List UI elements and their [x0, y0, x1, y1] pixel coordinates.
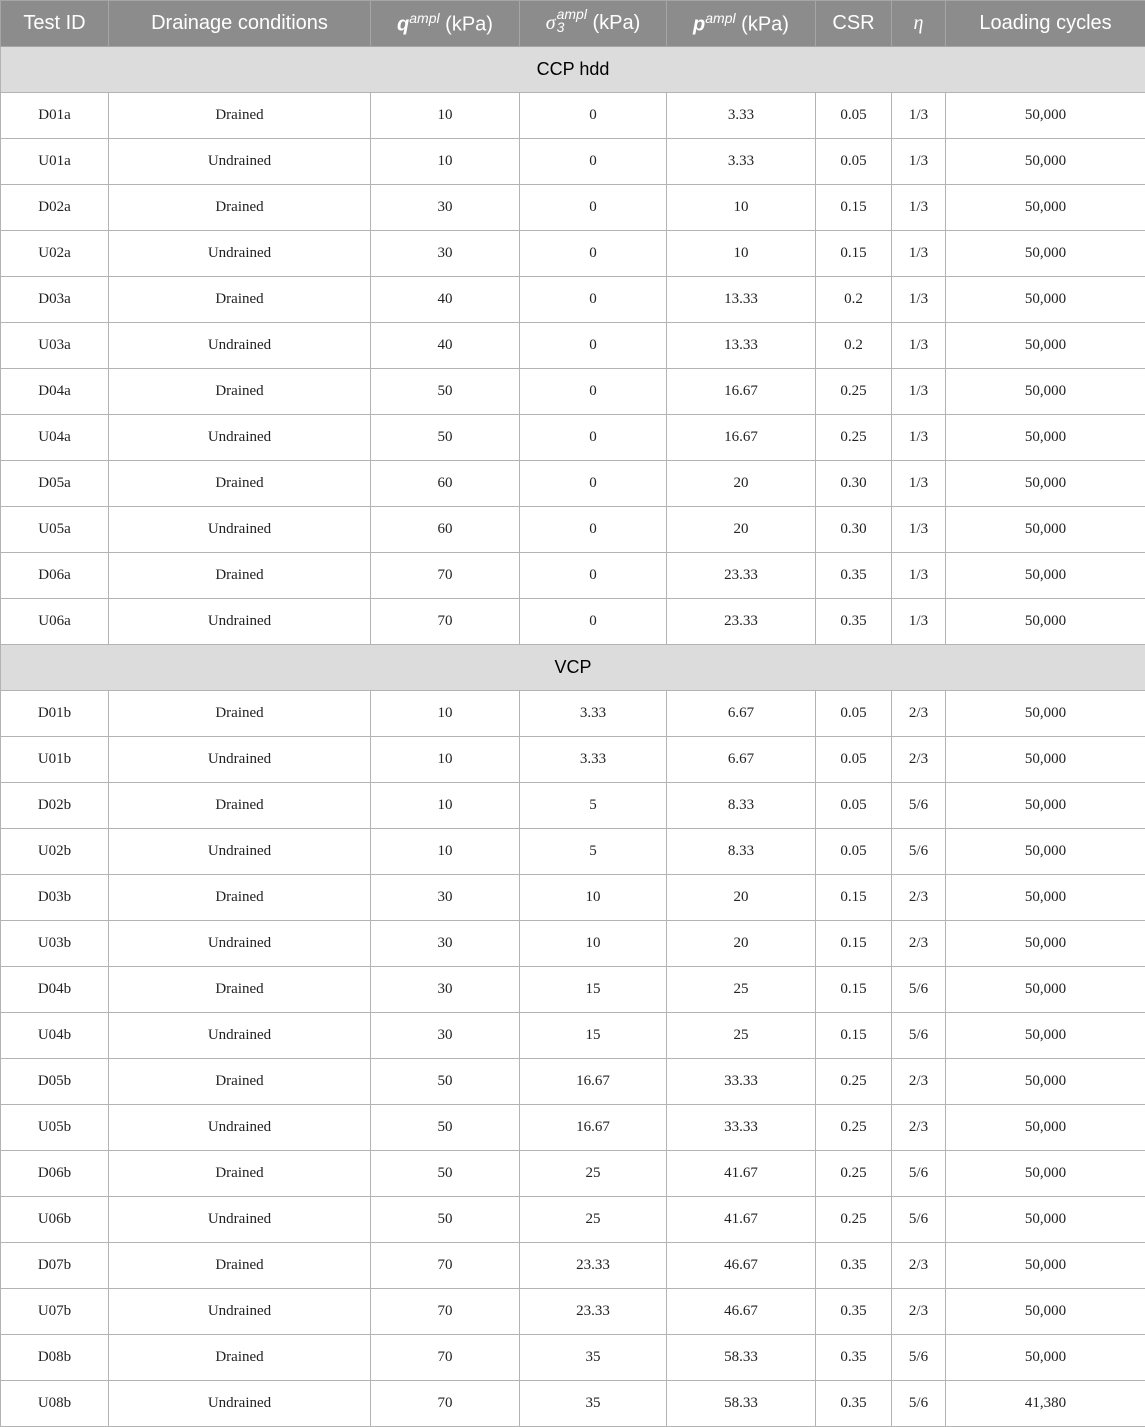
cell-eta: 5/6	[892, 1013, 946, 1059]
cell-drainage: Undrained	[109, 1197, 371, 1243]
cell-drainage: Undrained	[109, 1289, 371, 1335]
sigma-superscript: ampl	[557, 8, 587, 21]
cell-p-ampl: 25	[667, 1013, 816, 1059]
cell-sigma3-ampl: 0	[520, 369, 667, 415]
header-drainage-conditions: Drainage conditions	[109, 1, 371, 47]
cell-drainage: Drained	[109, 553, 371, 599]
cell-csr: 0.15	[816, 875, 892, 921]
table-row	[1, 185, 1145, 231]
cell-p-ampl: 33.33	[667, 1105, 816, 1151]
cell-test-id: D06b	[1, 1151, 109, 1197]
cell-drainage: Undrained	[109, 599, 371, 645]
cell-csr: 0.2	[816, 323, 892, 369]
table-row	[1, 1151, 1145, 1197]
cell-loading-cycles: 50,000	[946, 783, 1145, 829]
cell-loading-cycles: 50,000	[946, 829, 1145, 875]
cell-loading-cycles: 50,000	[946, 921, 1145, 967]
sigma-symbol: σ	[546, 12, 556, 34]
cell-csr: 0.30	[816, 507, 892, 553]
cell-loading-cycles: 50,000	[946, 461, 1145, 507]
cell-p-ampl: 16.67	[667, 415, 816, 461]
cell-csr: 0.35	[816, 1381, 892, 1427]
cell-csr: 0.35	[816, 1243, 892, 1289]
cell-sigma3-ampl: 0	[520, 323, 667, 369]
cell-sigma3-ampl: 23.33	[520, 1243, 667, 1289]
cell-drainage: Undrained	[109, 829, 371, 875]
table-row	[1, 783, 1145, 829]
cell-csr: 0.05	[816, 783, 892, 829]
cell-test-id: U04a	[1, 415, 109, 461]
table-row	[1, 599, 1145, 645]
cell-eta: 1/3	[892, 461, 946, 507]
cell-test-id: D04a	[1, 369, 109, 415]
cell-eta: 1/3	[892, 139, 946, 185]
cell-q-ampl: 70	[371, 599, 520, 645]
cell-eta: 2/3	[892, 875, 946, 921]
section-row	[1, 645, 1145, 691]
table-row	[1, 461, 1145, 507]
cell-sigma3-ampl: 5	[520, 783, 667, 829]
table-row	[1, 1289, 1145, 1335]
cell-p-ampl: 16.67	[667, 369, 816, 415]
cell-q-ampl: 50	[371, 1105, 520, 1151]
cell-q-ampl: 70	[371, 553, 520, 599]
cell-drainage: Drained	[109, 1335, 371, 1381]
cell-p-ampl: 20	[667, 507, 816, 553]
cell-loading-cycles: 50,000	[946, 1335, 1145, 1381]
p-unit: (kPa)	[741, 14, 789, 36]
cell-csr: 0.15	[816, 185, 892, 231]
cell-q-ampl: 30	[371, 185, 520, 231]
cell-q-ampl: 10	[371, 691, 520, 737]
cell-test-id: U03b	[1, 921, 109, 967]
cell-sigma3-ampl: 16.67	[520, 1059, 667, 1105]
cell-test-id: D03b	[1, 875, 109, 921]
cell-loading-cycles: 50,000	[946, 737, 1145, 783]
table-row	[1, 369, 1145, 415]
table-row	[1, 737, 1145, 783]
cell-loading-cycles: 50,000	[946, 1197, 1145, 1243]
cell-eta: 2/3	[892, 737, 946, 783]
table-row	[1, 967, 1145, 1013]
cell-sigma3-ampl: 0	[520, 553, 667, 599]
cell-test-id: U06a	[1, 599, 109, 645]
cell-csr: 0.35	[816, 553, 892, 599]
cell-p-ampl: 10	[667, 231, 816, 277]
table-header	[1, 1, 1145, 47]
cell-eta: 2/3	[892, 921, 946, 967]
cell-p-ampl: 46.67	[667, 1289, 816, 1335]
cell-q-ampl: 40	[371, 277, 520, 323]
cell-eta: 1/3	[892, 369, 946, 415]
cell-p-ampl: 25	[667, 967, 816, 1013]
cell-sigma3-ampl: 25	[520, 1197, 667, 1243]
cell-eta: 2/3	[892, 1059, 946, 1105]
cell-p-ampl: 41.67	[667, 1151, 816, 1197]
cell-csr: 0.35	[816, 1289, 892, 1335]
cell-loading-cycles: 50,000	[946, 967, 1145, 1013]
cell-test-id: D02b	[1, 783, 109, 829]
cell-csr: 0.25	[816, 1151, 892, 1197]
table-row	[1, 875, 1145, 921]
cell-sigma3-ampl: 15	[520, 967, 667, 1013]
cell-drainage: Undrained	[109, 323, 371, 369]
cell-test-id: U01a	[1, 139, 109, 185]
cell-csr: 0.25	[816, 1059, 892, 1105]
cell-eta: 1/3	[892, 93, 946, 139]
cell-csr: 0.25	[816, 1197, 892, 1243]
cell-drainage: Drained	[109, 185, 371, 231]
cell-drainage: Drained	[109, 967, 371, 1013]
cell-q-ampl: 50	[371, 1151, 520, 1197]
cell-p-ampl: 6.67	[667, 737, 816, 783]
cell-p-ampl: 23.33	[667, 553, 816, 599]
cell-sigma3-ampl: 3.33	[520, 737, 667, 783]
cell-sigma3-ampl: 23.33	[520, 1289, 667, 1335]
cell-csr: 0.15	[816, 1013, 892, 1059]
table-body	[1, 47, 1145, 1427]
cell-loading-cycles: 50,000	[946, 599, 1145, 645]
cell-csr: 0.05	[816, 737, 892, 783]
cell-loading-cycles: 50,000	[946, 323, 1145, 369]
header-eta	[892, 1, 946, 47]
cell-sigma3-ampl: 0	[520, 415, 667, 461]
cell-eta: 1/3	[892, 553, 946, 599]
cell-q-ampl: 30	[371, 921, 520, 967]
cell-test-id: U08b	[1, 1381, 109, 1427]
table-row	[1, 93, 1145, 139]
table-row	[1, 323, 1145, 369]
header-sigma3-ampl	[520, 1, 667, 47]
cell-loading-cycles: 50,000	[946, 691, 1145, 737]
cell-q-ampl: 10	[371, 829, 520, 875]
cell-eta: 1/3	[892, 277, 946, 323]
cell-csr: 0.35	[816, 599, 892, 645]
cell-p-ampl: 33.33	[667, 1059, 816, 1105]
cell-p-ampl: 8.33	[667, 829, 816, 875]
cell-csr: 0.05	[816, 829, 892, 875]
table-row	[1, 829, 1145, 875]
cell-p-ampl: 58.33	[667, 1335, 816, 1381]
header-csr: CSR	[816, 1, 892, 47]
cell-test-id: D01a	[1, 93, 109, 139]
cell-q-ampl: 70	[371, 1243, 520, 1289]
sigma-scripts	[557, 8, 587, 33]
cell-test-id: D02a	[1, 185, 109, 231]
cell-eta: 5/6	[892, 1381, 946, 1427]
cell-q-ampl: 10	[371, 93, 520, 139]
cell-loading-cycles: 50,000	[946, 185, 1145, 231]
cell-test-id: D06a	[1, 553, 109, 599]
cell-csr: 0.35	[816, 1335, 892, 1381]
cell-test-id: U05b	[1, 1105, 109, 1151]
cell-test-id: U04b	[1, 1013, 109, 1059]
table-row	[1, 921, 1145, 967]
table-row	[1, 507, 1145, 553]
cell-csr: 0.2	[816, 277, 892, 323]
cell-eta: 5/6	[892, 967, 946, 1013]
cell-p-ampl: 10	[667, 185, 816, 231]
table-row	[1, 139, 1145, 185]
cell-csr: 0.25	[816, 369, 892, 415]
cell-test-id: U06b	[1, 1197, 109, 1243]
header-loading-cycles: Loading cycles	[946, 1, 1145, 47]
cell-eta: 2/3	[892, 1289, 946, 1335]
cell-test-id: D07b	[1, 1243, 109, 1289]
cell-eta: 1/3	[892, 185, 946, 231]
cell-loading-cycles: 50,000	[946, 507, 1145, 553]
cell-p-ampl: 20	[667, 461, 816, 507]
cell-loading-cycles: 50,000	[946, 139, 1145, 185]
cell-q-ampl: 60	[371, 507, 520, 553]
cell-sigma3-ampl: 16.67	[520, 1105, 667, 1151]
q-symbol: q	[397, 14, 409, 36]
cell-p-ampl: 20	[667, 875, 816, 921]
cell-drainage: Drained	[109, 277, 371, 323]
cell-loading-cycles: 50,000	[946, 277, 1145, 323]
cell-drainage: Undrained	[109, 921, 371, 967]
cell-q-ampl: 10	[371, 737, 520, 783]
table-row	[1, 415, 1145, 461]
cell-csr: 0.05	[816, 93, 892, 139]
cell-p-ampl: 46.67	[667, 1243, 816, 1289]
cell-sigma3-ampl: 0	[520, 461, 667, 507]
cell-loading-cycles: 50,000	[946, 875, 1145, 921]
table-row	[1, 277, 1145, 323]
cell-test-id: U03a	[1, 323, 109, 369]
cell-drainage: Undrained	[109, 1105, 371, 1151]
cell-sigma3-ampl: 10	[520, 921, 667, 967]
cell-drainage: Drained	[109, 1059, 371, 1105]
cell-drainage: Undrained	[109, 415, 371, 461]
cell-q-ampl: 50	[371, 1197, 520, 1243]
cell-drainage: Drained	[109, 875, 371, 921]
cell-test-id: U05a	[1, 507, 109, 553]
cell-test-id: U01b	[1, 737, 109, 783]
cell-csr: 0.15	[816, 967, 892, 1013]
cell-loading-cycles: 50,000	[946, 93, 1145, 139]
cell-test-id: D03a	[1, 277, 109, 323]
eta-symbol: η	[914, 12, 924, 34]
cell-sigma3-ampl: 5	[520, 829, 667, 875]
cell-drainage: Drained	[109, 783, 371, 829]
cell-p-ampl: 13.33	[667, 323, 816, 369]
cell-sigma3-ampl: 25	[520, 1151, 667, 1197]
cell-csr: 0.05	[816, 691, 892, 737]
cell-p-ampl: 58.33	[667, 1381, 816, 1427]
cell-sigma3-ampl: 10	[520, 875, 667, 921]
cell-eta: 5/6	[892, 829, 946, 875]
cell-drainage: Undrained	[109, 1381, 371, 1427]
cell-csr: 0.30	[816, 461, 892, 507]
cell-sigma3-ampl: 15	[520, 1013, 667, 1059]
cell-eta: 1/3	[892, 507, 946, 553]
table-row	[1, 1197, 1145, 1243]
cell-loading-cycles: 50,000	[946, 369, 1145, 415]
cell-test-id: D01b	[1, 691, 109, 737]
cell-loading-cycles: 41,380	[946, 1381, 1145, 1427]
cell-loading-cycles: 50,000	[946, 1151, 1145, 1197]
cell-drainage: Drained	[109, 1243, 371, 1289]
cell-q-ampl: 50	[371, 415, 520, 461]
table-row	[1, 1335, 1145, 1381]
cell-q-ampl: 30	[371, 1013, 520, 1059]
cell-q-ampl: 30	[371, 875, 520, 921]
cell-p-ampl: 3.33	[667, 139, 816, 185]
cell-sigma3-ampl: 0	[520, 185, 667, 231]
cell-sigma3-ampl: 35	[520, 1335, 667, 1381]
table-row	[1, 691, 1145, 737]
section-title: VCP	[1, 645, 1145, 691]
cell-q-ampl: 50	[371, 1059, 520, 1105]
cell-drainage: Undrained	[109, 507, 371, 553]
cell-p-ampl: 20	[667, 921, 816, 967]
cell-loading-cycles: 50,000	[946, 1289, 1145, 1335]
cell-eta: 5/6	[892, 1151, 946, 1197]
q-unit: (kPa)	[445, 14, 493, 36]
cell-p-ampl: 6.67	[667, 691, 816, 737]
cell-sigma3-ampl: 0	[520, 93, 667, 139]
cell-test-id: U02a	[1, 231, 109, 277]
p-superscript: ampl	[705, 10, 735, 26]
cell-p-ampl: 13.33	[667, 277, 816, 323]
cell-eta: 5/6	[892, 783, 946, 829]
cell-loading-cycles: 50,000	[946, 1059, 1145, 1105]
cell-loading-cycles: 50,000	[946, 231, 1145, 277]
cell-test-id: U07b	[1, 1289, 109, 1335]
cell-drainage: Undrained	[109, 139, 371, 185]
cell-drainage: Drained	[109, 369, 371, 415]
cell-q-ampl: 60	[371, 461, 520, 507]
cell-eta: 1/3	[892, 323, 946, 369]
table-row	[1, 1381, 1145, 1427]
sigma-subscript: 3	[557, 21, 587, 34]
cell-drainage: Drained	[109, 691, 371, 737]
cell-q-ampl: 40	[371, 323, 520, 369]
cell-test-id: D05b	[1, 1059, 109, 1105]
cell-q-ampl: 70	[371, 1381, 520, 1427]
cell-p-ampl: 3.33	[667, 93, 816, 139]
cell-test-id: D05a	[1, 461, 109, 507]
cell-eta: 2/3	[892, 691, 946, 737]
cell-q-ampl: 70	[371, 1289, 520, 1335]
cell-sigma3-ampl: 0	[520, 599, 667, 645]
cell-drainage: Undrained	[109, 1013, 371, 1059]
cell-eta: 1/3	[892, 599, 946, 645]
cell-eta: 5/6	[892, 1335, 946, 1381]
header-q-ampl	[371, 1, 520, 47]
header-test-id: Test ID	[1, 1, 109, 47]
cell-sigma3-ampl: 0	[520, 231, 667, 277]
cell-eta: 1/3	[892, 415, 946, 461]
cell-q-ampl: 10	[371, 783, 520, 829]
cell-eta: 2/3	[892, 1243, 946, 1289]
cell-loading-cycles: 50,000	[946, 1013, 1145, 1059]
cell-q-ampl: 50	[371, 369, 520, 415]
cell-sigma3-ampl: 0	[520, 507, 667, 553]
cell-q-ampl: 10	[371, 139, 520, 185]
table-row	[1, 1105, 1145, 1151]
cell-drainage: Undrained	[109, 231, 371, 277]
cell-drainage: Drained	[109, 93, 371, 139]
table-row	[1, 1243, 1145, 1289]
cell-loading-cycles: 50,000	[946, 1243, 1145, 1289]
q-superscript: ampl	[409, 10, 439, 26]
cell-test-id: D08b	[1, 1335, 109, 1381]
cell-csr: 0.15	[816, 231, 892, 277]
cell-p-ampl: 8.33	[667, 783, 816, 829]
cell-p-ampl: 23.33	[667, 599, 816, 645]
cell-sigma3-ampl: 3.33	[520, 691, 667, 737]
section-row	[1, 47, 1145, 93]
cell-csr: 0.05	[816, 139, 892, 185]
table-row	[1, 1013, 1145, 1059]
table-row	[1, 553, 1145, 599]
cell-drainage: Drained	[109, 461, 371, 507]
cell-loading-cycles: 50,000	[946, 1105, 1145, 1151]
cell-q-ampl: 30	[371, 967, 520, 1013]
cell-loading-cycles: 50,000	[946, 415, 1145, 461]
cell-sigma3-ampl: 0	[520, 277, 667, 323]
cell-eta: 1/3	[892, 231, 946, 277]
cell-eta: 2/3	[892, 1105, 946, 1151]
table-row	[1, 1059, 1145, 1105]
table-row	[1, 231, 1145, 277]
cell-csr: 0.25	[816, 1105, 892, 1151]
sigma-unit: (kPa)	[593, 12, 641, 34]
cell-sigma3-ampl: 0	[520, 139, 667, 185]
cell-sigma3-ampl: 35	[520, 1381, 667, 1427]
cell-p-ampl: 41.67	[667, 1197, 816, 1243]
cell-eta: 5/6	[892, 1197, 946, 1243]
header-row	[1, 1, 1145, 47]
cell-csr: 0.15	[816, 921, 892, 967]
section-title: CCP hdd	[1, 47, 1145, 93]
cell-test-id: U02b	[1, 829, 109, 875]
cell-q-ampl: 30	[371, 231, 520, 277]
cell-q-ampl: 70	[371, 1335, 520, 1381]
cell-test-id: D04b	[1, 967, 109, 1013]
cell-drainage: Drained	[109, 1151, 371, 1197]
header-p-ampl	[667, 1, 816, 47]
p-symbol: p	[693, 14, 705, 36]
cell-csr: 0.25	[816, 415, 892, 461]
cell-loading-cycles: 50,000	[946, 553, 1145, 599]
cell-drainage: Undrained	[109, 737, 371, 783]
